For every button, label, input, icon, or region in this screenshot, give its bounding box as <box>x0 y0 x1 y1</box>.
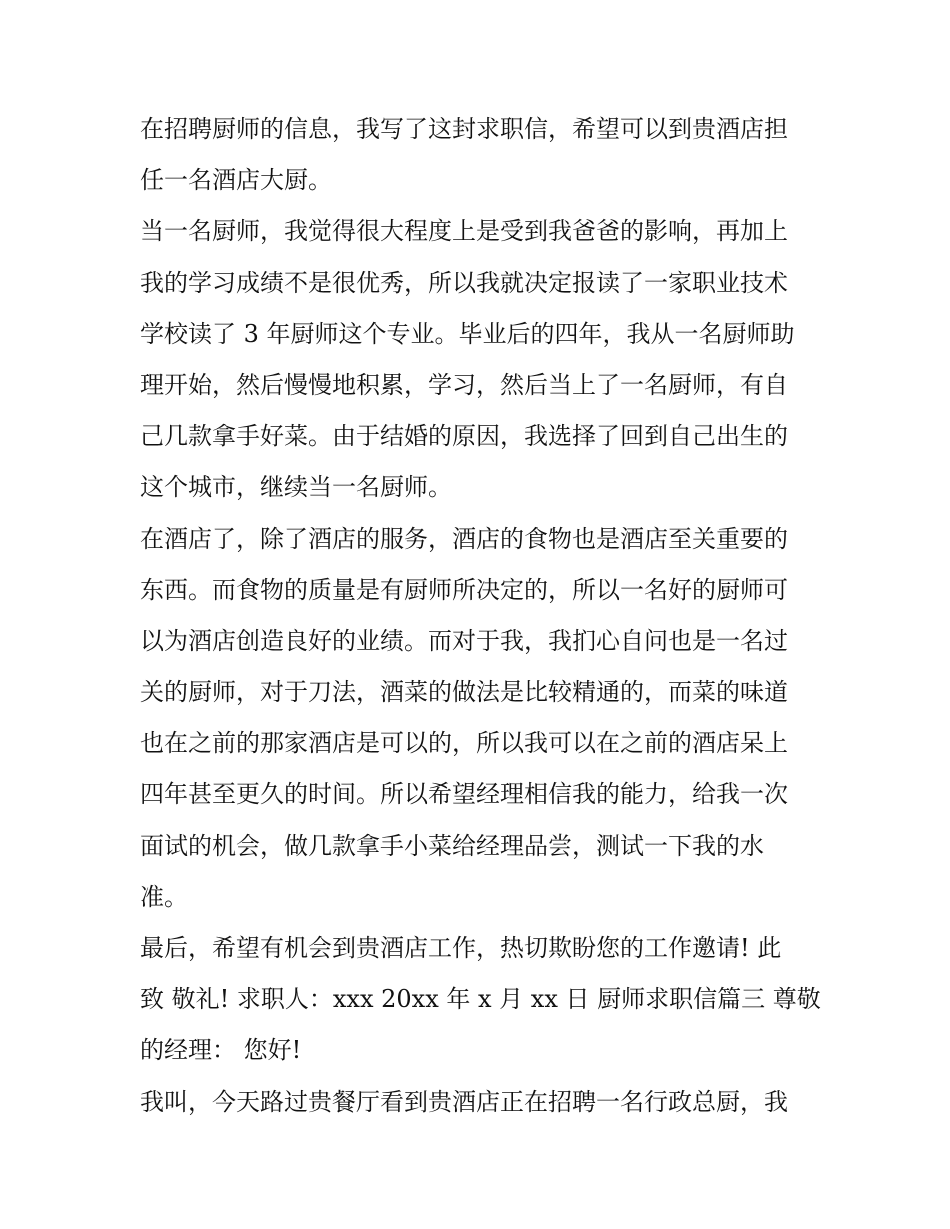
text-line-13: 也在之前的那家酒店是可以的，所以我可以在之前的酒店呆上 <box>140 729 788 758</box>
text-line-4: 我的学习成绩不是很优秀，所以我就决定报读了一家职业技术 <box>140 268 788 297</box>
text-line-10: 东西。而食物的质量是有厨师所决定的，所以一名好的厨师可 <box>140 575 788 604</box>
text-line-2: 任一名酒店大厨。 <box>140 166 332 195</box>
text-line-16: 准。 <box>140 882 188 911</box>
text-line-6: 理开始，然后慢慢地积累，学习，然后当上了一名厨师，有自 <box>140 370 788 399</box>
text-line-12: 关的厨师，对于刀法，酒菜的做法是比较精通的，而菜的味道 <box>140 678 788 707</box>
text-line-1: 在招聘厨师的信息，我写了这封求职信，希望可以到贵酒店担 <box>140 115 788 143</box>
text-line-18: 致 敬礼! 求职人：xxx 20xx 年 x 月 xx 日 厨师求职信篇三 尊敬 <box>140 985 821 1014</box>
text-line-20: 我叫，今天路过贵餐厅看到贵酒店正在招聘一名行政总厨，我 <box>140 1087 788 1116</box>
text-line-19: 的经理： 您好! <box>140 1036 302 1065</box>
text-line-7: 己几款拿手好菜。由于结婚的原因，我选择了回到自己出生的 <box>140 422 788 451</box>
text-line-5: 学校读了 3 年厨师这个专业。毕业后的四年，我从一名厨师助 <box>140 319 795 348</box>
text-line-3: 当一名厨师，我觉得很大程度上是受到我爸爸的影响，再加上 <box>140 217 788 246</box>
text-line-17: 最后，希望有机会到贵酒店工作，热切欺盼您的工作邀请! 此 <box>140 934 782 962</box>
text-line-8: 这个城市，继续当一名厨师。 <box>140 473 452 502</box>
letter-body <box>140 104 820 1128</box>
text-line-11: 以为酒店创造良好的业绩。而对于我，我扪心自问也是一名过 <box>140 626 788 655</box>
text-line-15: 面试的机会，做几款拿手小菜给经理品尝，测试一下我的水 <box>140 831 764 860</box>
text-line-9: 在酒店了，除了酒店的服务，酒店的食物也是酒店至关重要的 <box>140 524 788 553</box>
text-line-14: 四年甚至更久的时间。所以希望经理相信我的能力，给我一次 <box>140 780 788 809</box>
